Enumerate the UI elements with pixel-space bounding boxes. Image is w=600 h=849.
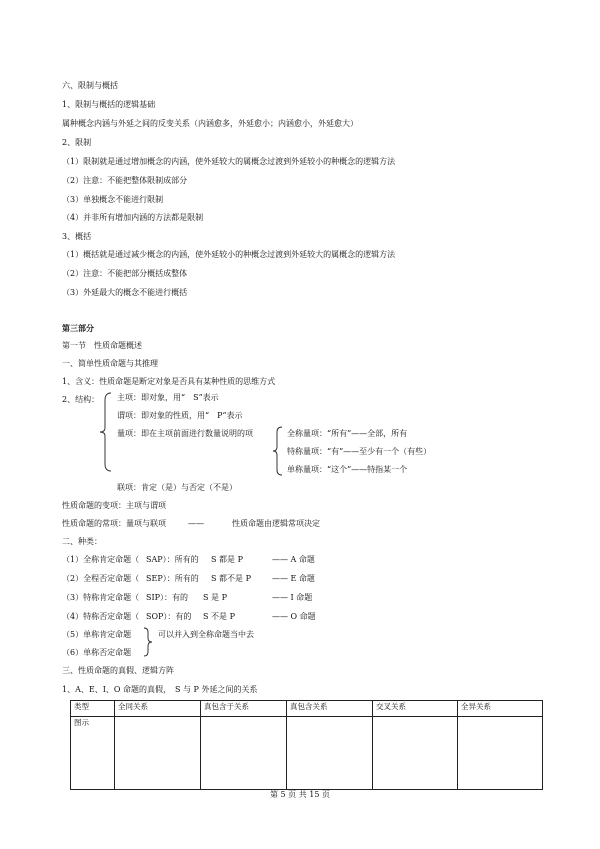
table-header-cell: 真包含关系 — [287, 701, 373, 717]
list-item: （1）限制就是通过增加概念的内涵，使外延较大的属概念过渡到外延较小的种概念的逻辑方法 — [62, 157, 396, 166]
table-cell — [373, 717, 458, 790]
list-item: （1）概括就是通过减少概念的内涵，使外延较小的种概念过渡到外延较大的属概念的逻辑方法 — [62, 250, 396, 259]
subject-term: 主项：即对象，用“ S”表示 — [117, 393, 219, 402]
singular-affirmative: （5）单称肯定命题 — [62, 630, 132, 639]
constants-label: 性质命题的常项：量项与联项 — [62, 519, 166, 528]
kind-code: SAP）：所有的 — [146, 555, 199, 564]
part-title: 第三部分 — [62, 323, 94, 333]
kind-num: （1）全称肯定命题（ — [62, 555, 140, 564]
table-row-label: 图示 — [71, 717, 115, 790]
constants-dash: —— — [188, 519, 204, 528]
table-cell — [201, 717, 287, 790]
kind-form: S 都不是 P — [211, 574, 251, 583]
table-header-cell: 全异关系 — [458, 701, 543, 717]
kinds-title: 二、种类： — [62, 537, 102, 546]
singular-note: 可以并入到全称命题当中去 — [158, 630, 254, 639]
list-item: （2）注意：不能把整体限制成部分 — [62, 176, 188, 185]
kind-result: —— I 命题 — [272, 593, 313, 602]
kind-code: SOP）：有的 — [146, 612, 192, 621]
kind-form: S 是 P — [203, 593, 227, 602]
section-6-title: 六、限制与概括 — [62, 81, 118, 90]
particular-quantifier: 特称量项：“有”——至少有一个（有些） — [287, 447, 432, 456]
structure-brace — [99, 392, 113, 472]
copula-term: 联项：肯定（是）与否定（不是） — [117, 483, 237, 492]
table-cell — [458, 717, 543, 790]
table-cell — [115, 717, 201, 790]
list-item: （4）并非所有增加内涵的方法都是限制 — [62, 213, 204, 222]
singular-brace — [143, 627, 153, 657]
table-header-cell: 类型 — [71, 701, 115, 717]
variables-line: 性质命题的变项：主项与谓项 — [62, 501, 166, 510]
kind-form: S 都是 P — [211, 555, 243, 564]
relation-table — [70, 700, 543, 790]
kind-num: （3）特称肯定命题（ — [62, 593, 140, 602]
singular-quantifier: 单称量项：“这个”——特指某一个 — [287, 465, 408, 474]
subheading-3: 三、性质命题的真假、逻辑方阵 — [62, 666, 174, 675]
quantifier-brace — [272, 426, 284, 476]
constants-text: 性质命题由逻辑常项决定 — [232, 519, 320, 528]
kind-num: （2）全程否定命题（ — [62, 574, 140, 583]
structure-label: 2、结构： — [62, 395, 100, 404]
universal-quantifier: 全称量项：“所有”——全部，所有 — [287, 429, 408, 438]
definition: 1、含义：性质命题是断定对象是否具有某种性质的思维方式 — [62, 377, 276, 386]
table-cell — [287, 717, 373, 790]
subheading: 一、简单性质命题与其推理 — [62, 359, 158, 368]
predicate-term: 谓项：即对象的性质，用“ P”表示 — [117, 411, 243, 420]
table-header-cell: 全同关系 — [115, 701, 201, 717]
quantifier-term: 量项：即在主项前面进行数量说明的项 — [117, 429, 253, 438]
kind-code: SEP）：所有的 — [146, 574, 199, 583]
kind-result: —— A 命题 — [272, 555, 315, 564]
table-row — [71, 717, 543, 790]
section-title: 第一节 性质命题概述 — [62, 341, 142, 350]
table-header-row — [71, 701, 543, 717]
kind-num: （4）特称否定命题（ — [62, 612, 140, 621]
table-header-cell: 交叉关系 — [373, 701, 458, 717]
subheading-3-1: 1、A、E、I、O 命题的真假， S 与 P 外延之间的关系 — [62, 685, 258, 694]
kind-code: SIP）：有的 — [146, 593, 189, 602]
singular-negative: （6）单称否定命题 — [62, 648, 132, 657]
table-header-cell: 真包含于关系 — [201, 701, 287, 717]
list-item: （2）注意：不能把部分概括成整体 — [62, 269, 188, 278]
page-footer: 第 5 页 共 15 页 — [270, 790, 330, 799]
kind-result: —— E 命题 — [272, 574, 315, 583]
heading-1: 1、限制与概括的逻辑基础 — [62, 100, 156, 109]
list-item: （3）外延最大的概念不能进行概括 — [62, 288, 188, 297]
kind-form: S 不是 P — [203, 612, 235, 621]
heading-2: 2、限制 — [62, 138, 92, 147]
list-item: （3）单独概念不能进行限制 — [62, 195, 164, 204]
paragraph: 属种概念内涵与外延之间的反变关系（内涵愈多，外延愈小；内涵愈小，外延愈大） — [62, 119, 358, 128]
kind-result: —— O 命题 — [272, 612, 316, 621]
heading-3: 3、概括 — [62, 232, 92, 241]
